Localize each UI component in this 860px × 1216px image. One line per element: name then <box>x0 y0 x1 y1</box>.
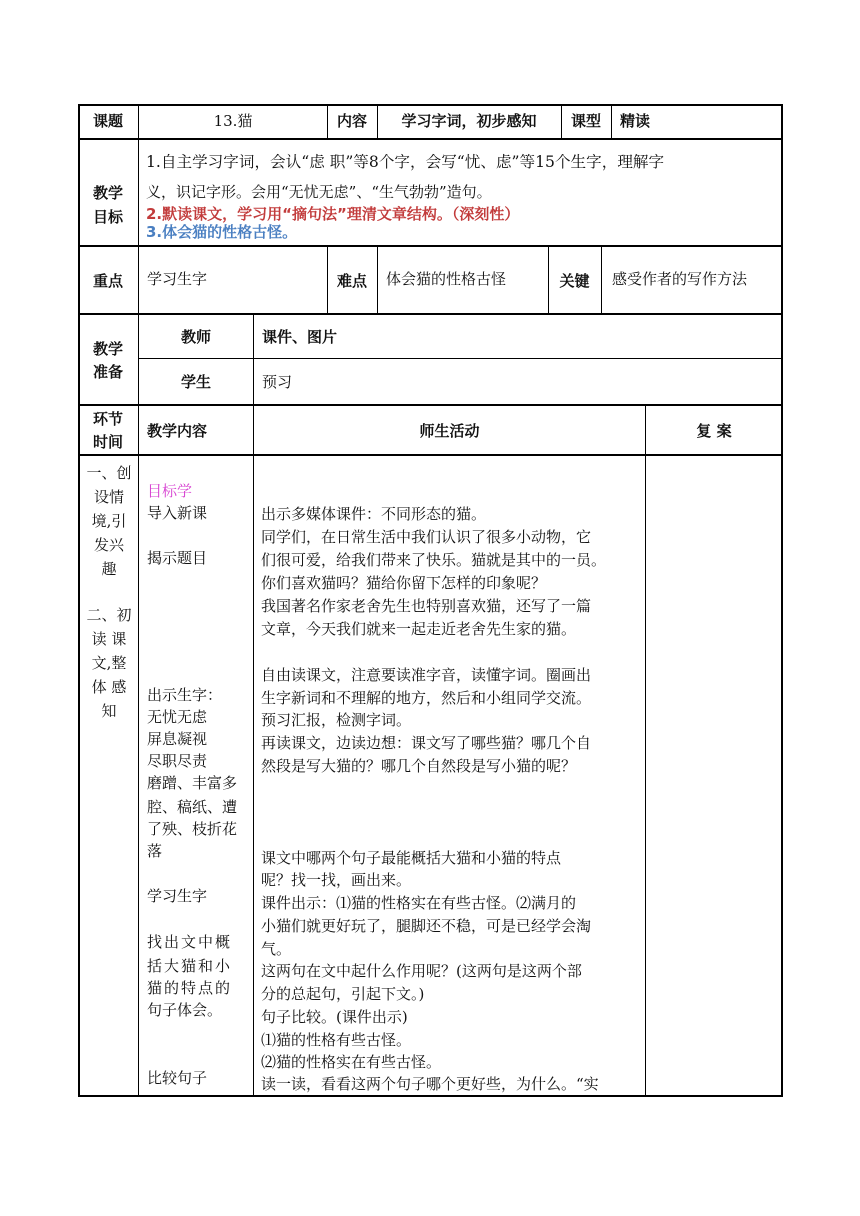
content-item: 括大猫和小 <box>147 957 233 975</box>
activity-line: 文章，今天我们就来一起走近老舍先生家的猫。 <box>261 620 577 638</box>
activity-line: 句子比较。(课件出示) <box>261 1008 408 1026</box>
activity-line: ⑵猫的性格实在有些古怪。 <box>261 1053 442 1071</box>
activity-line: 出示多媒体课件：不同形态的猫。 <box>261 505 487 523</box>
goal-line-3: 2.默读课文，学习用“摘句法”理清文章结构。（深刻性） <box>146 205 520 223</box>
content-item: 猫的特点的 <box>147 979 233 997</box>
stage-2-line: 读 课 <box>91 630 127 648</box>
content-item: 尽职尽责 <box>147 752 208 770</box>
content-item: 无忧无虑 <box>147 708 208 726</box>
content-item: 了殃、枝折花 <box>147 820 238 838</box>
col-divider <box>645 405 646 1097</box>
activity-line: 然段是写大猫的？哪几个自然段是写小猫的呢？ <box>261 757 577 775</box>
type-label: 课型 <box>570 112 601 130</box>
content-item: 屏息凝视 <box>147 730 208 748</box>
row-divider <box>78 245 783 247</box>
content-item: 揭示题目 <box>147 549 208 567</box>
content-item: 句子体会。 <box>147 1001 223 1019</box>
goal-line-1: 1.自主学习字词，会认“虑 职”等8个字，会写“忧、虑”等15个生字，理解字 <box>146 153 665 171</box>
row-divider <box>78 454 783 456</box>
activity-line: 再读课文，边读边想：课文写了哪些猫？哪几个自 <box>261 734 592 752</box>
stage-2-line: 体 感 <box>91 678 127 696</box>
activity-header: 师生活动 <box>419 422 480 440</box>
row-divider <box>138 358 783 359</box>
activity-line: 这两句在文中起什么作用呢？(这两句是这两个部 <box>261 962 582 980</box>
stage-1-line: 发兴 <box>93 536 124 554</box>
stage-header-line2: 时间 <box>92 433 123 451</box>
content-item: 导入新课 <box>147 504 208 522</box>
activity-line: 呢？找一找，画出来。 <box>261 871 412 889</box>
stage-header-line1: 环节 <box>92 410 123 428</box>
content-item: 学习生字 <box>147 887 208 905</box>
activity-line: 预习汇报，检测字词。 <box>261 711 412 729</box>
content-item: 找出文中概 <box>147 933 233 951</box>
col-divider <box>601 246 602 314</box>
col-divider <box>377 246 378 314</box>
activity-line: 小猫们就更好玩了，腿脚还不稳，可是已经学会淘 <box>261 917 592 935</box>
stage-2-line: 二、初 <box>86 606 132 624</box>
row-divider <box>78 138 783 140</box>
content-value: 学习字词，初步感知 <box>401 112 537 130</box>
activity-line: 读一读，看看这两个句子哪个更好些，为什么。“实 <box>261 1075 599 1093</box>
stage-1-line: 设情 <box>93 488 124 506</box>
activity-line: 同学们，在日常生活中我们认识了很多小动物，它 <box>261 528 592 546</box>
teacher-value: 课件、图片 <box>262 328 338 346</box>
difficulty-label: 难点 <box>336 272 367 290</box>
stage-1-line: 趣 <box>101 560 117 578</box>
activity-line: ⑴猫的性格有些古怪。 <box>261 1031 412 1049</box>
content-label: 内容 <box>336 112 367 130</box>
activity-line: 课文中哪两个句子最能概括大猫和小猫的特点 <box>261 849 562 867</box>
type-value: 精读 <box>620 112 651 130</box>
content-item: 落 <box>147 842 163 860</box>
activity-line: 分的总起句，引起下文。) <box>261 985 425 1003</box>
activity-line: 自由读课文，注意要读准字音，读懂字词。圈画出 <box>261 666 592 684</box>
goal-line-2: 义，识记字形。会用“无忧无虑”、“生气勃勃”造句。 <box>146 183 492 201</box>
crux-label: 关键 <box>559 272 590 290</box>
review-header: 复 案 <box>696 422 732 440</box>
goals-label-line2: 目标 <box>92 208 123 226</box>
topic-value: 13.猫 <box>213 112 253 130</box>
student-value: 预习 <box>262 373 293 391</box>
content-item: 出示生字： <box>147 686 223 704</box>
row-divider <box>78 404 783 406</box>
crux-value: 感受作者的写作方法 <box>612 270 748 288</box>
activity-line: 我国著名作家老舍先生也特别喜欢猫，还写了一篇 <box>261 597 592 615</box>
topic-label: 课题 <box>92 112 123 130</box>
content-item: 腔、稿纸、遭 <box>147 798 238 816</box>
activity-line: 你们喜欢猫吗？猫给你留下怎样的印象呢？ <box>261 574 547 592</box>
content-item: 比较句子 <box>147 1069 208 1087</box>
student-label: 学生 <box>180 373 211 391</box>
goals-label-line1: 教学 <box>92 184 123 202</box>
row-divider <box>78 313 783 315</box>
col-divider <box>138 104 139 1097</box>
stage-1-line: 境,引 <box>91 512 127 530</box>
activity-line: 气。 <box>261 940 292 958</box>
goal-tag: 目标学 <box>147 482 193 500</box>
col-divider <box>611 104 612 139</box>
prep-label-line1: 教学 <box>92 340 123 358</box>
content-item: 磨蹭、丰富多 <box>147 774 238 792</box>
content-header: 教学内容 <box>147 422 208 440</box>
stage-2-line: 知 <box>101 702 117 720</box>
teacher-label: 教师 <box>180 328 211 346</box>
activity-line: 们很可爱，给我们带来了快乐。猫就是其中的一员。 <box>261 551 607 569</box>
stage-2-line: 文,整 <box>91 654 127 672</box>
key-label: 重点 <box>92 272 123 290</box>
key-value: 学习生字 <box>147 270 208 288</box>
difficulty-value: 体会猫的性格古怪 <box>386 270 507 288</box>
activity-line: 课件出示：⑴猫的性格实在有些古怪。⑵满月的 <box>261 894 577 912</box>
goal-line-4: 3.体会猫的性格古怪。 <box>146 223 298 241</box>
prep-label-line2: 准备 <box>92 363 123 381</box>
activity-line: 生字新词和不理解的地方，然后和小组同学交流。 <box>261 689 592 707</box>
stage-1-line: 一、创 <box>86 464 132 482</box>
